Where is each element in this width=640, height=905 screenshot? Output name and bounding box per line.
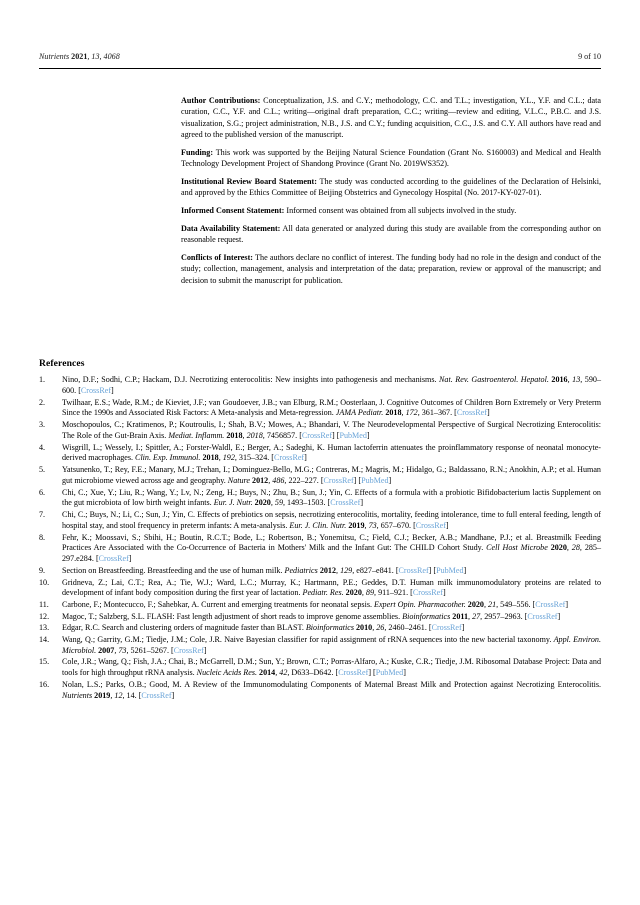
pubmed-link[interactable]: PubMed [436, 565, 464, 575]
reference-year: 2020 [252, 498, 271, 508]
reference-title: Search and clustering orders of magnitude faster than BLAST. [99, 623, 304, 633]
crossref-link[interactable]: CrossRef [274, 453, 305, 463]
bracket-open: [ [454, 408, 457, 418]
reference-journal: Cell Host Microbe [483, 543, 548, 553]
reference-item [39, 600, 601, 611]
reference-journal: Nucleic Acids Res. [194, 668, 257, 678]
statement-label: Data Availability Statement: [181, 223, 281, 233]
reference-pages: , 5261–5267. [126, 645, 171, 655]
reference-volume: , 73 [364, 520, 377, 530]
bracket-open: [ [170, 645, 174, 655]
reference-journal: Nature [225, 475, 250, 485]
crossref-link[interactable]: CrossRef [535, 600, 566, 609]
reference-journal: Clin. Exp. Immunol. [133, 453, 201, 463]
reference-year: 2020 [465, 600, 484, 609]
bracket-close: ] [366, 430, 370, 440]
reference-pages: , 657–670. [376, 520, 414, 530]
reference-authors: Nolan, L.S.; Parks, O.B.; Good, M. [62, 679, 182, 689]
reference-authors: Yatsunenko, T.; Rey, F.E.; Manary, M.J.; Trehan, I.; Dominguez-Bello, M.G.; Contreras, M.; Magris, M.; Hidalgo, G.; Baldassano, R.N.; Anokhin, A.P.; et al. [62, 465, 575, 474]
pubmed-link[interactable]: PubMed [339, 430, 367, 440]
reference-authors: Chi, C.; Buys, N.; Li, C.; Sun, J.; Yin, C. [62, 510, 196, 519]
reference-title: Breastfeeding and the use of human milk. [145, 565, 283, 575]
journal-name: Nutrients [39, 52, 70, 61]
reference-number: 16. [39, 679, 50, 689]
bracket-close: ] [486, 408, 490, 418]
pubmed-link[interactable]: PubMed [375, 668, 404, 678]
bracket-close: ] [353, 475, 359, 485]
reference-authors: Nino, D.F.; Sodhi, C.P.; Hackam, D.J. [62, 375, 188, 384]
reference-journal: Nutrients [62, 690, 93, 700]
running-head [39, 52, 601, 62]
bracket-close: ] [445, 520, 449, 530]
reference-item [39, 398, 601, 420]
reference-year: 2019 [346, 520, 365, 530]
journal-year: 2021 [71, 52, 88, 61]
reference-authors: Chi, C.; Xue, Y.; Liu, R.; Wang, Y.; Lv, N.; Zeng, H.; Buys, N.; Zhu, B.; Sun, J.; Yin, C. [62, 487, 353, 497]
bracket-close: ] [203, 645, 207, 655]
reference-item [39, 533, 601, 566]
reference-year: 2011 [450, 611, 469, 621]
reference-pages: , 911–921. [374, 588, 411, 598]
reference-volume: , 2018 [242, 430, 263, 440]
reference-number: 13. [39, 623, 50, 633]
bracket-open: [ [95, 554, 99, 564]
journal-sep1: , [87, 52, 92, 61]
reference-pages: , 549–556. [496, 600, 533, 609]
reference-volume: , 172 [401, 408, 418, 418]
reference-number: 8. [39, 532, 46, 542]
crossref-link[interactable]: CrossRef [338, 668, 369, 678]
statement-text: The authors declare no conflict of interest. The funding body had no role in the design and conduct of the study; collection, management, analysis and interpretation of the data; preparation, review or approval of the manuscript; and decision to submit the manuscript for publication. [181, 253, 601, 285]
reference-number: 5. [39, 465, 46, 474]
crossref-link[interactable]: CrossRef [431, 623, 462, 633]
reference-item [39, 420, 601, 442]
reference-authors: Fehr, K.; Moossavi, S.; Sbihi, H.; Boutin, R.C.T.; Bode, L.; Robertson, B.; Yonemitsu, C.; Field, C.J.; Becker, A.B.; Mandhane, P.J.; et al. [62, 532, 533, 542]
bracket-open: [ [410, 588, 413, 598]
reference-year: 2007 [96, 645, 115, 655]
reference-volume: , 59 [270, 498, 283, 508]
reference-item [39, 510, 601, 532]
reference-pages: , 7456857. [262, 430, 300, 440]
reference-item [39, 680, 601, 702]
reference-volume: , 27 [468, 611, 481, 621]
reference-pages: , 2957–2963. [480, 611, 525, 621]
bracket-close: ] [428, 565, 434, 575]
journal-sep2: , [99, 52, 104, 61]
reference-volume: , 28 [566, 543, 580, 553]
statement-label: Informed Consent Statement: [181, 206, 285, 216]
reference-item [39, 465, 601, 487]
pubmed-link[interactable]: PubMed [361, 475, 389, 485]
reference-year: 2018 [200, 453, 219, 463]
statement [181, 176, 601, 199]
reference-item [39, 612, 601, 623]
reference-authors: Edgar, R.C. [62, 623, 100, 633]
reference-item [39, 443, 601, 465]
bracket-close: ] [128, 554, 132, 564]
bracket-close: ] [565, 600, 569, 609]
reference-pages: , D633–D642. [287, 668, 336, 678]
reference-pages: , 285–297.e284. [62, 543, 602, 564]
references-heading: References [39, 358, 85, 369]
reference-authors: Gridneva, Z.; Lai, C.T.; Rea, A.; Tie, W.J.; Ward, L.C.; Murray, K.; Hartmann, P.E.; Geddes, D.T. [62, 577, 407, 587]
reference-number: 7. [39, 510, 46, 519]
reference-volume: , 129 [336, 565, 353, 575]
reference-authors: Wang, Q.; Garrity, G.M.; Tiedje, J.M.; Cole, J.R. [62, 634, 222, 644]
bracket-open: [ [299, 430, 302, 440]
reference-journal: Eur. J. Clin. Nutr. [287, 520, 347, 530]
reference-title: Breastmilk Feeding Practices Are Associated with the Co-Occurrence of Bacteria in Mothers' Milk and the Infant Gut: The CHILD Cohort Study. [62, 532, 602, 553]
bracket-close: ] [304, 453, 307, 463]
reference-journal: Pediatrics [282, 565, 318, 575]
crossref-link[interactable]: CrossRef [98, 554, 129, 564]
reference-volume: , 42 [275, 668, 288, 678]
reference-volume: , 73 [114, 645, 127, 655]
reference-pages: , 1493–1503. [283, 498, 328, 508]
reference-journal: Bioinformatics [400, 611, 451, 621]
reference-number: 2. [39, 397, 46, 407]
references-list [39, 375, 601, 702]
bracket-close: ] [461, 623, 465, 633]
reference-year: 2018 [224, 430, 243, 440]
bracket-close: ] [171, 690, 175, 700]
reference-item [39, 488, 601, 510]
reference-number: 10. [39, 577, 50, 587]
reference-journal: Appl. Environ. Microbiol. [62, 634, 601, 655]
statement [181, 147, 601, 170]
reference-journal: JAMA Pediatr. [333, 408, 384, 418]
reference-year: 2020 [547, 543, 567, 553]
reference-year: 2010 [353, 623, 373, 633]
bracket-open: [ [395, 565, 399, 575]
reference-title: Cognitive Outcomes of Children Born Extremely or Very Preterm Since the 1990s and Associated Risk Factors: A Meta-analysis and Meta-regression. [62, 397, 601, 418]
reference-year: 2012 [317, 565, 337, 575]
crossref-link[interactable]: CrossRef [173, 645, 204, 655]
reference-pages: , e827–e841. [352, 565, 396, 575]
reference-volume: , 192 [218, 453, 235, 463]
reference-volume: , 486 [268, 475, 285, 485]
bracket-open: [ [373, 668, 376, 678]
reference-title: Ribosomal Database Project: Data and tools for high throughput rRNA analysis. [62, 657, 601, 678]
reference-year: 2012 [250, 475, 269, 485]
reference-authors: Section on Breastfeeding. [62, 565, 146, 575]
reference-title: Effects of a formula with a probiotic Bifidobacterium lactis Supplement on the gut microbiota of low birth weight infants. [62, 487, 601, 508]
bracket-close: ] [403, 668, 406, 678]
bracket-close: ] [557, 611, 561, 621]
reference-title: Human gut microbiome viewed across age and geography. [62, 465, 601, 485]
page-folio: 9 of 10 [578, 52, 601, 61]
crossref-link[interactable]: CrossRef [415, 520, 446, 530]
reference-number: 3. [39, 420, 46, 429]
crossref-link[interactable]: CrossRef [412, 588, 443, 598]
reference-authors: Cole, J.R.; Wang, Q.; Fish, J.A.; Chai, B.; McGarrell, D.M.; Sun, Y.; Brown, C.T.; Porras-Alfaro, A.; Kuske, C.R.; Tiedje, J.M. [62, 657, 474, 667]
reference-number: 14. [39, 634, 50, 644]
reference-volume: , 21 [483, 600, 497, 609]
bracket-open: [ [358, 475, 362, 485]
reference-number: 6. [39, 487, 46, 497]
reference-volume: , 13 [567, 375, 581, 384]
reference-year: 2020 [343, 588, 362, 598]
crossref-link[interactable]: CrossRef [330, 498, 361, 508]
reference-item [39, 657, 601, 679]
reference-pages: , 590–600. [62, 375, 601, 395]
reference-authors: Wisgrill, L.; Wessely, I.; Spittler, A.; Forster-Waldl, E.; Berger, A.; Sadeghi, K. [62, 442, 325, 452]
reference-journal: Mediat. Inflamm. [166, 430, 225, 440]
bracket-close: ] [463, 565, 467, 575]
reference-title: Current and emerging treatments for neonatal sepsis. [199, 600, 372, 609]
statement-text: Conceptualization, J.S. and C.Y.; methodology, C.C. and T.L.; investigation, Y.L., Y.F. and C.L.; data curation, C.C., Y.F. and C.L.; writing—original draft preparation, C.C.; writing—review and editing, V.L.C., P.B.C. and J.S. visualization, S.G.; project administration, N.B., J.S. and C.Y.; funding acquisition, C.C., J.S. and C.Y. All authors have read and agreed to the published version of the manuscript. [181, 96, 601, 139]
reference-year: 2014 [257, 668, 276, 678]
reference-number: 12. [39, 611, 50, 621]
reference-pages: , 2460–2461. [384, 623, 429, 633]
crossref-link[interactable]: CrossRef [301, 430, 333, 440]
reference-title: Human milk immunomodulatory proteins are related to development of infant body composition during the first year of lactation. [62, 577, 601, 598]
statement-text: All data generated or analyzed during this study are available from the corresponding author on reasonable request. [181, 223, 601, 245]
reference-journal: Bioinformatics [303, 623, 354, 633]
reference-title: The Neurodevelopmental Perspective of Surgical Necrotizing Enterocolitis: The Role of the Gut-Brain Axis. [62, 420, 601, 440]
reference-year: 2019 [92, 690, 111, 700]
statement [181, 252, 601, 286]
bracket-open: [ [335, 668, 339, 678]
reference-item [39, 566, 601, 577]
crossref-link[interactable]: CrossRef [80, 385, 112, 395]
reference-journal: Nat. Rev. Gastroenterol. Hepatol. [436, 375, 549, 384]
reference-journal: Eur. J. Nutr. [211, 498, 253, 508]
reference-journal: Pediatr. Res. [300, 588, 344, 598]
reference-authors: Carbone, F.; Montecucco, F.; Sahebkar, A. [62, 600, 200, 609]
reference-title: A Review of the Immunomodulating Components of Maternal Breast Milk and Protection against Necrotizing Enterocolitis. [181, 679, 601, 689]
bracket-open: [ [433, 565, 437, 575]
crossref-link[interactable]: CrossRef [527, 611, 558, 621]
reference-authors: Moschopoulos, C.; Kratimenos, P.; Koutroulis, I.; Shah, B.V.; Mowes, A.; Bhandari, V. [62, 420, 350, 429]
reference-number: 11. [39, 600, 49, 609]
statement-label: Funding: [181, 147, 214, 157]
bracket-open: [ [428, 623, 432, 633]
reference-title: FLASH: Fast length adjustment of short reads to improve genome assemblies. [144, 611, 401, 621]
reference-number: 9. [39, 565, 46, 575]
bracket-open: [ [532, 600, 536, 609]
reference-title: Naive Bayesian classifier for rapid assignment of rRNA sequences into the new bacterial taxonomy. [221, 634, 552, 644]
bracket-close: ] [368, 668, 374, 678]
reference-item [39, 375, 601, 397]
reference-year: 2016 [548, 375, 568, 384]
reference-volume: , 89 [361, 588, 375, 598]
crossref-link[interactable]: CrossRef [456, 408, 487, 418]
bracket-open: [ [524, 611, 528, 621]
header-divider [39, 68, 601, 69]
statement-label: Author Contributions: [181, 96, 261, 105]
reference-pages: , 361–367. [417, 408, 455, 418]
reference-title: Effects of prebiotics on sepsis, necrotizing enterocolitis, mortality, feeding intolerance, time to full enteral feeding, length of hospital stay, and stool frequency in preterm infants: A meta-analysis. [62, 510, 601, 530]
crossref-link[interactable]: CrossRef [141, 690, 172, 700]
bracket-close: ] [332, 430, 337, 440]
reference-number: 4. [39, 442, 46, 452]
reference-title: Necrotizing enterocolitis: New insights into pathogenesis and mechanisms. [187, 375, 437, 384]
crossref-link[interactable]: CrossRef [398, 565, 429, 575]
statement [181, 223, 601, 246]
bracket-open: [ [78, 385, 81, 395]
bracket-open: [ [271, 453, 274, 463]
reference-number: 1. [39, 375, 46, 384]
statement-text: This work was supported by the Beijing Natural Science Foundation (Grant No. S160003) and Medical and Health Technology Development Project of Shandong Province (Grant No. 2019WS352). [181, 147, 601, 168]
reference-title: Human lactoferrin attenuates the proinflammatory response of neonatal monocyte-derived macrophages. [62, 442, 602, 463]
reference-volume: , 26 [372, 623, 385, 633]
running-head-journal-ref [39, 52, 120, 62]
bracket-open: [ [320, 475, 324, 485]
bracket-open: [ [138, 690, 142, 700]
bracket-open: [ [336, 430, 340, 440]
bracket-close: ] [442, 588, 446, 598]
reference-journal: Expert Opin. Pharmacother. [372, 600, 466, 609]
reference-pages: , 14. [122, 690, 139, 700]
reference-authors: Twilhaar, E.S.; Wade, R.M.; de Kieviet, J.F.; van Goudoever, J.B.; van Elburg, R.M.; Oosterlaan, J. [62, 397, 385, 407]
statement [181, 205, 601, 216]
crossref-link[interactable]: CrossRef [323, 475, 354, 485]
reference-item [39, 578, 601, 600]
journal-volume: 13 [91, 52, 100, 61]
statement-label: Conflicts of Interest: [181, 253, 253, 263]
bracket-open: [ [413, 520, 416, 530]
bracket-close: ] [360, 498, 364, 508]
journal-article: 4068 [103, 52, 120, 61]
reference-pages: , 222–227. [284, 475, 321, 485]
statement-label: Institutional Review Board Statement: [181, 176, 317, 186]
backmatter-statements [181, 95, 601, 293]
reference-number: 15. [39, 657, 50, 667]
bracket-close: ] [111, 385, 114, 395]
reference-item [39, 635, 601, 657]
bracket-open: [ [327, 498, 331, 508]
statement-text: The study was conducted according to the guidelines of the Declaration of Helsinki, and approved by the Ethics Committee of Beijing Obstetrics and Gynecology Hospital (No. 2017-KY-027-01). [181, 176, 601, 198]
reference-authors: Magoc, T.; Salzberg, S.L. [62, 611, 145, 621]
reference-item [39, 623, 601, 634]
statement-text: Informed consent was obtained from all subjects involved in the study. [284, 206, 517, 216]
bracket-close: ] [388, 475, 392, 485]
reference-year: 2018 [383, 408, 402, 418]
statement [181, 95, 601, 140]
reference-pages: , 315–324. [234, 453, 272, 463]
reference-volume: , 12 [110, 690, 123, 700]
